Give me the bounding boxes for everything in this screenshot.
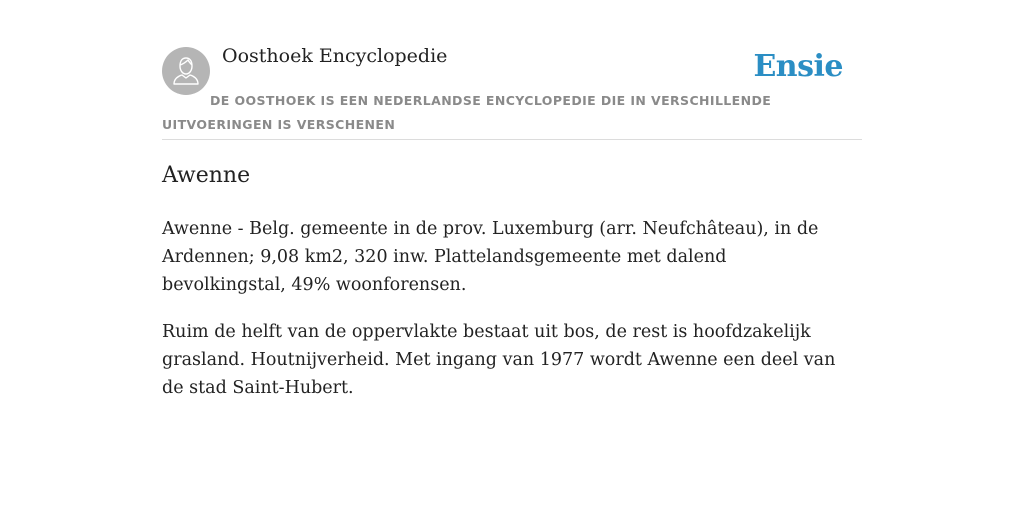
entry-paragraph: Awenne - Belg. gemeente in de prov. Luxemburg (arr. Neufchâteau), in de Ardennen; 9,08 km2, 320 inw. Plattelandsgemeente met dalend bevolkingstal, 49% woonforensen. <box>162 219 819 295</box>
source-header <box>162 0 862 140</box>
user-icon <box>162 47 210 95</box>
avatar[interactable] <box>162 47 210 95</box>
page <box>162 0 862 398</box>
brand-logo[interactable]: Ensie <box>753 49 843 84</box>
entry-title: Awenne <box>162 163 251 188</box>
source-description: DE OOSTHOEK IS EEN NEDERLANDSE ENCYCLOPEDIE DIE IN VERSCHILLENDE UITVOERINGEN IS VERSCHENEN <box>162 93 772 132</box>
entry-content <box>162 215 842 421</box>
source-title[interactable]: Oosthoek Encyclopedie <box>222 45 448 67</box>
entry-paragraph: Ruim de helft van de oppervlakte bestaat uit bos, de rest is hoofdzakelijk grasland. Houtnijverheid. Met ingang van 1977 wordt Awenne een deel van de stad Saint-Hubert. <box>162 322 836 398</box>
